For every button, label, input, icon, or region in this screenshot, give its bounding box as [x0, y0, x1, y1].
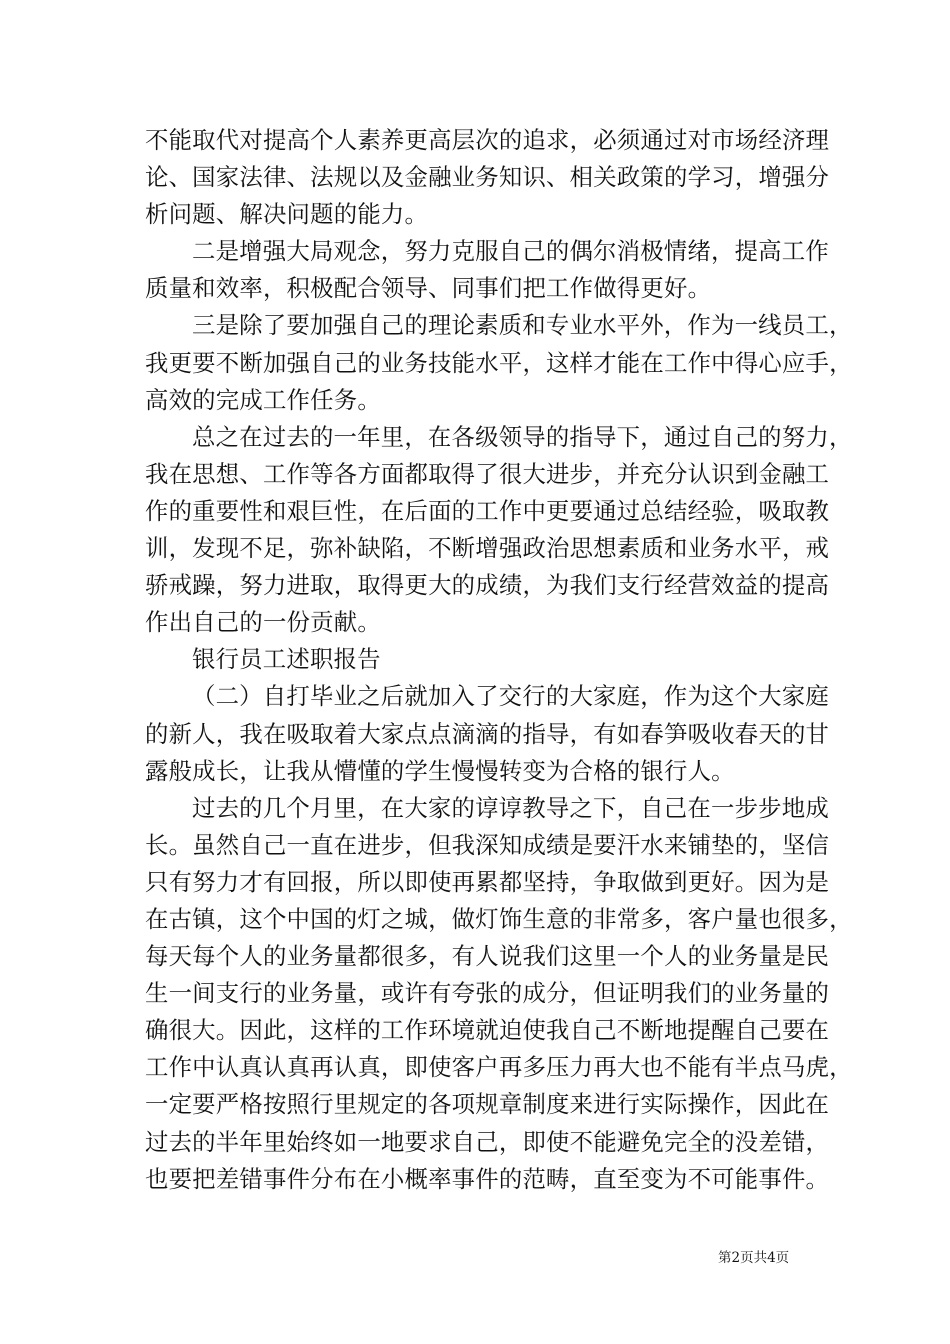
text-line: 我在思想、工作等各方面都取得了很大进步，并充分认识到金融工: [145, 459, 830, 488]
text-line: 工作中认真认真再认真，即使客户再多压力再大也不能有半点马虎，: [145, 1053, 853, 1082]
page-number-label: 第2页共4页: [718, 1250, 790, 1266]
text-line: 论、国家法律、法规以及金融业务知识、相关政策的学习，增强分: [145, 163, 830, 192]
text-line: 二是增强大局观念，努力克服自己的偶尔消极情绪，提高工作: [192, 237, 829, 266]
text-line: 作出自己的一份贡献。: [145, 608, 381, 637]
text-line: 作的重要性和艰巨性，在后面的工作中更要通过总结经验，吸取教: [145, 496, 830, 525]
text-line: 长。虽然自己一直在进步，但我深知成绩是要汗水来铺垫的，坚信: [145, 830, 830, 859]
text-line: 高效的完成工作任务。: [145, 385, 381, 414]
text-line: 训，发现不足，弥补缺陷，不断增强政治思想素质和业务水平，戒: [145, 534, 830, 563]
text-line: 在古镇，这个中国的灯之城，做灯饰生意的非常多，客户量也很多，: [145, 904, 853, 933]
text-line: 确很大。因此，这样的工作环境就迫使我自己不断地提醒自己要在: [145, 1016, 830, 1045]
text-line: 只有努力才有回报，所以即使再累都坚持，争取做到更好。因为是: [145, 867, 830, 896]
text-line: 每天每个人的业务量都很多，有人说我们这里一个人的业务量是民: [145, 942, 830, 971]
text-line: 银行员工述职报告: [192, 645, 381, 674]
text-line: 生一间支行的业务量，或许有夸张的成分，但证明我们的业务量的: [145, 979, 830, 1008]
text-line: 我更要不断加强自己的业务技能水平，这样才能在工作中得心应手，: [145, 348, 853, 377]
text-line: 也要把差错事件分布在小概率事件的范畴，直至变为不可能事件。: [145, 1164, 830, 1193]
text-line: 一定要严格按照行里规定的各项规章制度来进行实际操作，因此在: [145, 1090, 830, 1119]
text-line: 析问题、解决问题的能力。: [145, 200, 429, 229]
body-text: [145, 122, 853, 1198]
page-number-footer: [718, 1246, 789, 1266]
text-line: 的新人，我在吸取着大家点点滴滴的指导，有如春笋吸收春天的甘: [145, 719, 830, 748]
text-line: 不能取代对提高个人素养更高层次的追求，必须通过对市场经济理: [145, 126, 830, 154]
text-line: 过去的半年里始终如一地要求自己，即使不能避免完全的没差错，: [145, 1127, 830, 1156]
text-line: （二）自打毕业之后就加入了交行的大家庭，作为这个大家庭: [192, 682, 829, 711]
text-line: 总之在过去的一年里，在各级领导的指导下，通过自己的努力，: [192, 422, 853, 451]
text-line: 露般成长，让我从懵懂的学生慢慢转变为合格的银行人。: [145, 756, 735, 785]
text-line: 三是除了要加强自己的理论素质和专业水平外，作为一线员工，: [192, 311, 853, 340]
text-line: 过去的几个月里，在大家的谆谆教导之下，自己在一步步地成: [192, 793, 829, 822]
text-line: 质量和效率，积极配合领导、同事们把工作做得更好。: [145, 274, 712, 303]
text-line: 骄戒躁，努力进取，取得更大的成绩，为我们支行经营效益的提高: [145, 571, 830, 600]
